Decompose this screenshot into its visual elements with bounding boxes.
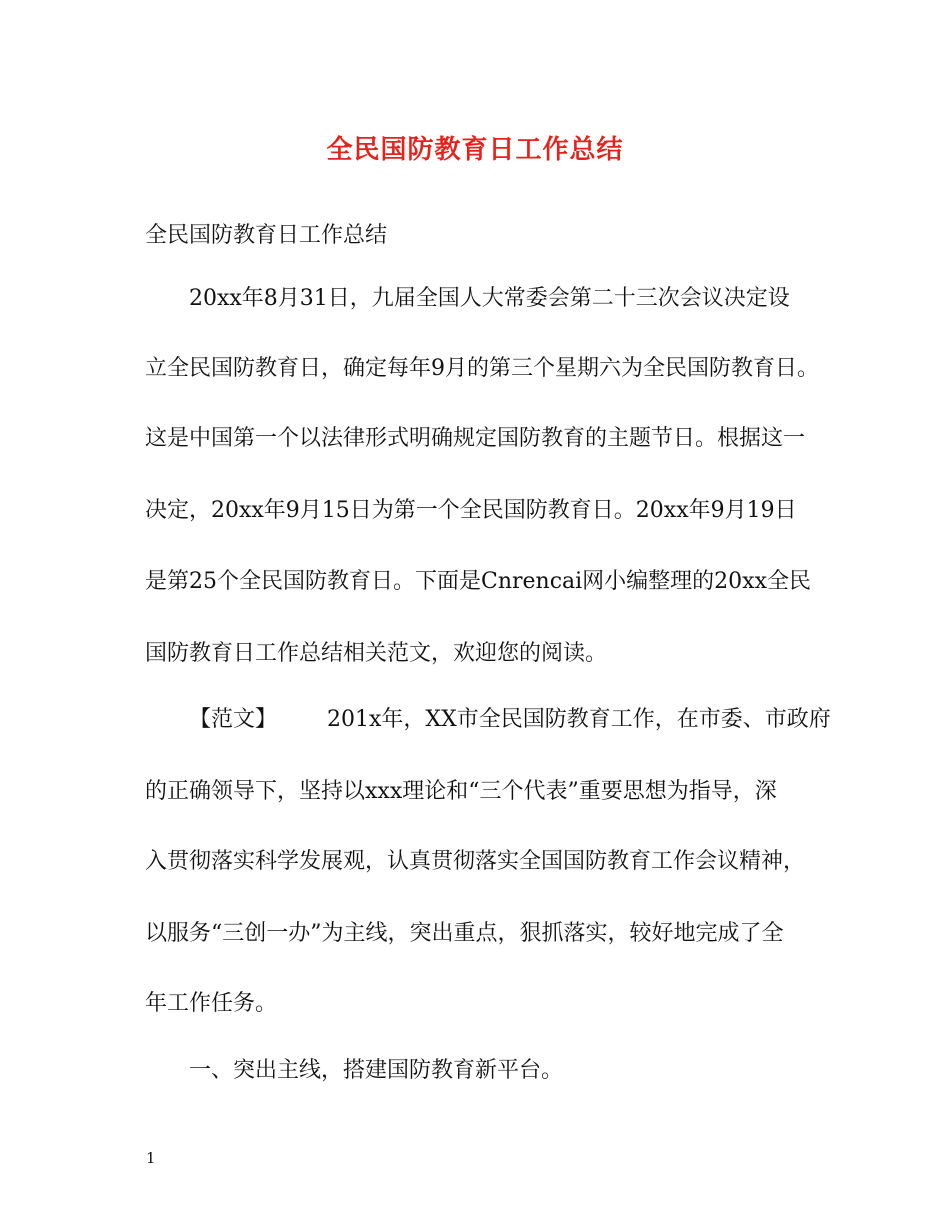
- fanwen-first-line: 201x年，XX市全民国防教育工作，在市委、市政府: [327, 707, 831, 732]
- paragraph-line: 的正确领导下，坚持以xxx理论和“三个代表”重要思想为指导，深: [145, 779, 777, 804]
- paragraph-line: 立全民国防教育日，确定每年9月的第三个星期六为全民国防教育日。: [145, 356, 819, 381]
- document-title: 全民国防教育日工作总结: [326, 135, 624, 165]
- paragraph-line: 年工作任务。: [145, 991, 278, 1016]
- page-number: 1: [146, 1149, 156, 1167]
- paragraph-line: 国防教育日工作总结相关范文，欢迎您的阅读。: [145, 641, 608, 666]
- paragraph-line: 这是中国第一个以法律形式明确规定国防教育的主题节日。根据这一: [145, 426, 806, 451]
- paragraph-line: 入贯彻落实科学发展观，认真贯彻落实全国国防教育工作会议精神，: [145, 849, 806, 874]
- paragraph-line: 是第25个全民国防教育日。下面是Cnrencai网小编整理的20xx全民: [145, 569, 811, 594]
- fanwen-paragraph-start: [189, 704, 831, 736]
- fanwen-label: 【范文】: [189, 707, 278, 732]
- section-heading: 一、突出主线，搭建国防教育新平台。: [189, 1058, 564, 1083]
- paragraph-line: 20xx年8月31日，九届全国人大常委会第二十三次会议决定设: [189, 286, 790, 311]
- document-subtitle: 全民国防教育日工作总结: [145, 223, 388, 248]
- paragraph-line: 决定，20xx年9月15日为第一个全民国防教育日。20xx年9月19日: [145, 498, 797, 523]
- paragraph-line: 以服务“三创一办”为主线，突出重点，狠抓落实，较好地完成了全: [145, 921, 784, 946]
